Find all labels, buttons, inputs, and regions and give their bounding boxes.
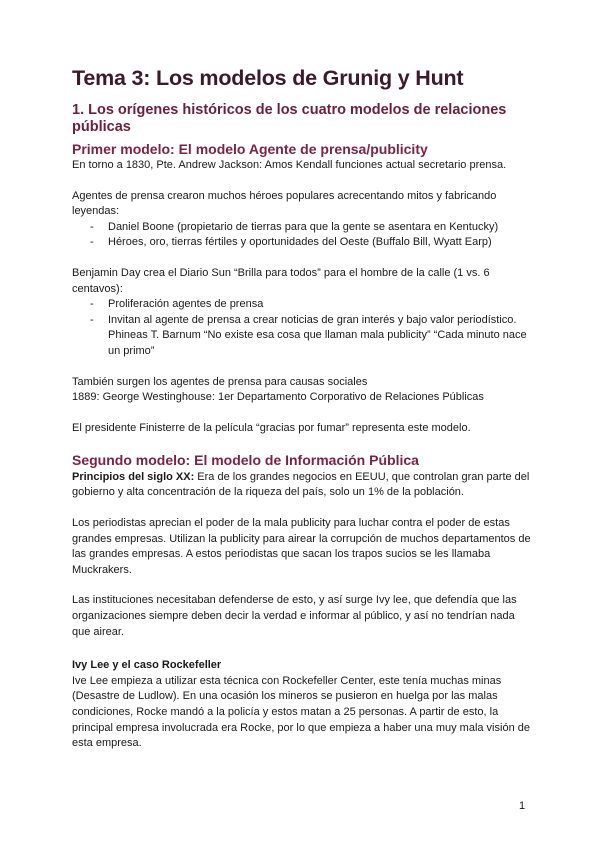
document-page	[72, 66, 532, 752]
list-item: - Proliferación agentes de prensa	[72, 297, 532, 313]
model2-paragraph-2: Los periodistas aprecian el poder de la mala publicity para luchar contra el poder de estas grandes empresas. Utilizan la publicity para airear la corrupción de muchos departamentos de las grandes empresas. A estos periodistas que sacan los trapos sucios se les llamaba Muckrakers.	[72, 517, 531, 576]
model1-list-1	[72, 220, 532, 251]
model2-paragraph-1-text: Era de los grandes negocios en EEUU, que controlan gran parte del gobierno y alta concentración de la riqueza del país, solo un 1% de la población.	[72, 470, 530, 499]
section-heading: 1. Los orígenes históricos de los cuatro modelos de relaciones públicas	[72, 101, 507, 136]
model2-heading: Segundo modelo: El modelo de Información Pública	[72, 452, 419, 469]
page-number: 1	[519, 800, 526, 812]
model1-paragraph-1: En torno a 1830, Pte. Andrew Jackson: Amos Kendall funciones actual secretario prensa.	[72, 159, 507, 172]
model1-paragraph-4b: 1889: George Westinghouse: 1er Departamento Corporativo de Relaciones Públicas	[72, 391, 484, 404]
list-item: - Héroes, oro, tierras fértiles y oportunidades del Oeste (Buffalo Bill, Wyatt Earp)	[72, 235, 532, 251]
model2-paragraph-1	[72, 470, 532, 501]
list-item: - Daniel Boone (propietario de tierras para que la gente se asentara en Kentucky)	[72, 220, 532, 236]
model2-paragraph-4: Ive Lee empieza a utilizar esta técnica con Rockefeller Center, este tenía muchas minas (Desastre de Ludlow). En una ocasión los mineros se pusieron en huelga por las malas condiciones, Rocke mandó a la policía y estos matan a 25 personas. A partir de esto, la principal empresa involucrada era Rocke, por lo que empieza a haber una muy mala visión de esta empresa.	[72, 674, 530, 750]
model1-paragraph-5: El presidente Finisterre de la película “gracias por fumar” representa este modelo.	[72, 421, 471, 434]
model1-paragraph-2: Agentes de prensa crearon muchos héroes populares acrecentando mitos y fabricando leyendas:	[72, 189, 497, 218]
document-title: Tema 3: Los modelos de Grunig y Hunt	[72, 66, 464, 90]
model2-lead: Principios del siglo XX:	[72, 470, 195, 483]
model2-paragraph-3: Las instituciones necesitaban defenderse de esto, y así surge Ivy lee, que defendía que las organizaciones siempre deben decir la verdad e informar al público, y así no tendrían nada que airear.	[72, 594, 517, 638]
list-item: - Invitan al agente de prensa a crear noticias de gran interés y bajo valor periodístico. Phineas T. Barnum “No existe esa cosa que llaman mala publicity” “Cada minuto nace un primo”	[72, 313, 532, 360]
model1-paragraph-3: Benjamin Day crea el Diario Sun “Brilla para todos” para el hombre de la calle (1 vs. 6 centavos):	[72, 267, 490, 295]
model1-paragraph-4a: También surgen los agentes de prensa para causas sociales	[72, 375, 368, 388]
model1-list-2	[72, 297, 532, 359]
model1-heading: Primer modelo: El modelo Agente de prensa/publicity	[72, 140, 428, 157]
model2-subheading: Ivy Lee y el caso Rockefeller	[72, 659, 222, 672]
